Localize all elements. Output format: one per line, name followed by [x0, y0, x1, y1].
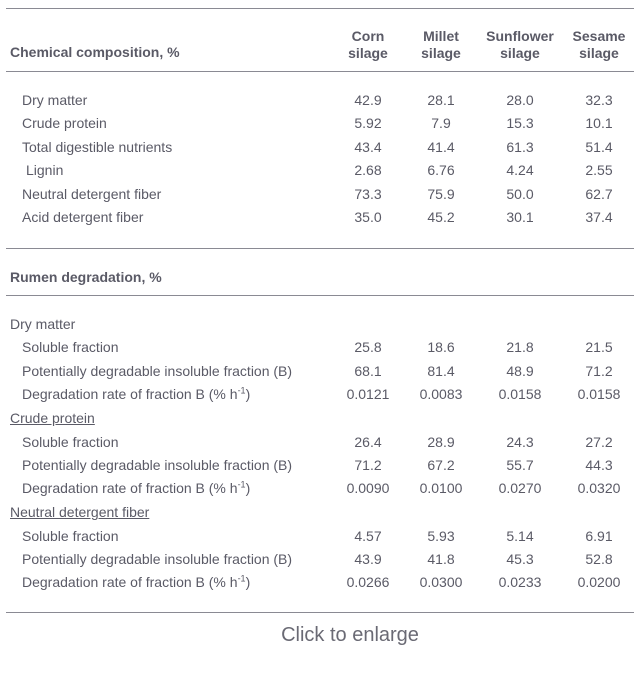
row-label	[22, 433, 119, 451]
table-cell: 50.0	[506, 185, 534, 202]
table-cell: 43.9	[354, 551, 382, 567]
table-cell: 21.5	[585, 339, 613, 356]
table-cell: 41.8	[427, 551, 455, 567]
table-cell: 48.9	[506, 362, 534, 379]
table-cell: 61.3	[506, 138, 534, 155]
row-label	[22, 479, 250, 497]
group-label: Crude protein	[10, 410, 95, 427]
table-cell: 71.2	[585, 362, 613, 379]
table-cell: 5.92	[354, 115, 382, 132]
table-cell: 42.9	[354, 92, 382, 108]
table-cell: 0.0233	[498, 574, 542, 591]
column-header-line1: Sesame	[572, 28, 626, 44]
table-cell: 15.3	[506, 115, 534, 132]
column-header-line1: Millet	[423, 28, 459, 44]
table-cell: 71.2	[354, 456, 382, 473]
row-label-text: Soluble fraction	[22, 527, 119, 544]
table-cell: 28.0	[506, 92, 534, 108]
table-cell: 45.3	[506, 551, 534, 567]
table-cell: 45.2	[427, 209, 455, 225]
rumen-section-title: Rumen degradation, %	[10, 269, 162, 285]
table-cell: 51.4	[585, 138, 613, 155]
table-cell: 73.3	[354, 185, 382, 202]
row-label	[22, 208, 143, 226]
table-cell: 10.1	[585, 115, 613, 132]
table-cell: 75.9	[427, 185, 455, 202]
rumen-header-rule	[6, 295, 634, 296]
table-cell: 43.4	[354, 138, 382, 155]
table-cell: 0.0158	[577, 386, 621, 403]
table-cell: 0.0100	[419, 480, 463, 497]
chemical-section-title: Chemical composition, %	[10, 44, 180, 60]
table-cell: 52.8	[585, 551, 613, 567]
click-to-enlarge-link[interactable]: Click to enlarge	[281, 624, 419, 646]
table-cell: 0.0083	[419, 386, 463, 403]
table-cell: 35.0	[354, 209, 382, 225]
table-cell: 0.0158	[498, 386, 542, 403]
table-cell: 30.1	[506, 209, 534, 225]
table-cell: 18.6	[427, 339, 455, 356]
row-label	[22, 527, 119, 545]
table-cell: 67.2	[427, 456, 455, 473]
table-cell: 2.55	[585, 162, 613, 179]
unit-superscript: -1	[237, 479, 246, 490]
section-rule	[6, 248, 634, 249]
table-cell: 24.3	[506, 433, 534, 450]
column-header-millet	[406, 28, 476, 62]
row-label-text: Neutral detergent fiber	[22, 185, 162, 202]
table-cell: 5.93	[427, 527, 455, 544]
column-header-line1: Corn	[351, 28, 385, 44]
top-rule	[6, 8, 634, 9]
table-cell: 32.3	[585, 92, 613, 108]
table-cell: 25.8	[354, 339, 382, 356]
group-label: Neutral detergent fiber	[10, 504, 150, 521]
column-header-sunflower	[480, 28, 560, 62]
table-cell: 41.4	[427, 138, 455, 155]
table-cell: 28.9	[427, 433, 455, 450]
row-label-text: Soluble fraction	[22, 433, 119, 450]
table-cell: 4.57	[354, 527, 382, 544]
table-cell: 2.68	[354, 162, 382, 179]
bottom-rule	[6, 612, 634, 613]
table-cell: 0.0320	[577, 480, 621, 497]
table-cell: 26.4	[354, 433, 382, 450]
row-label-text: Total digestible nutrients	[22, 138, 173, 155]
row-label-text: Dry matter	[22, 92, 88, 108]
table-cell: 6.91	[585, 527, 613, 544]
table-cell: 55.7	[506, 456, 534, 473]
row-label	[22, 362, 292, 380]
column-header-line2: silage	[579, 45, 619, 61]
row-label	[26, 161, 63, 179]
row-label	[22, 550, 292, 568]
table-cell: 28.1	[427, 92, 455, 108]
row-label-close: )	[245, 386, 251, 403]
row-label	[22, 385, 250, 403]
header-rule	[6, 71, 634, 72]
row-label-text: Potentially degradable insoluble fraction (B)	[22, 362, 293, 379]
row-label-close: )	[245, 480, 251, 497]
table-cell: 21.8	[506, 339, 534, 356]
table-cell: 7.9	[431, 115, 451, 132]
column-header-line1: Sunflower	[486, 28, 554, 44]
table-cell: 4.24	[506, 162, 534, 179]
row-label-text: Degradation rate of fraction B (% h	[22, 480, 238, 497]
column-header-line2: silage	[348, 45, 388, 61]
table-cell: 37.4	[585, 209, 613, 225]
row-label-text: Degradation rate of fraction B (% h	[22, 386, 238, 403]
table-cell: 0.0270	[498, 480, 542, 497]
unit-superscript: -1	[237, 573, 246, 584]
row-label	[22, 456, 292, 474]
row-label	[22, 91, 87, 109]
table-cell: 0.0300	[419, 574, 463, 591]
table-cell: 0.0266	[346, 574, 390, 591]
row-label-text: Soluble fraction	[22, 339, 119, 356]
table-cell: 44.3	[585, 456, 613, 473]
row-label	[22, 114, 107, 132]
row-label	[22, 338, 119, 356]
table-cell: 62.7	[585, 185, 613, 202]
column-header-sesame	[564, 28, 634, 62]
column-header-line2: silage	[421, 45, 461, 61]
table-cell: 6.76	[427, 162, 455, 179]
row-label-text: Acid detergent fiber	[22, 209, 144, 225]
row-label	[22, 573, 250, 591]
table-cell: 27.2	[585, 433, 613, 450]
unit-superscript: -1	[237, 385, 246, 396]
row-label-text: Potentially degradable insoluble fraction (B)	[22, 551, 293, 567]
table-cell: 0.0121	[346, 386, 390, 403]
row-label-text: Lignin	[26, 162, 64, 179]
row-label-text: Potentially degradable insoluble fraction (B)	[22, 456, 293, 473]
row-label-text: Crude protein	[22, 115, 107, 132]
table-cell: 68.1	[354, 362, 382, 379]
row-label	[22, 185, 161, 203]
table-cell: 0.0090	[346, 480, 390, 497]
table-cell: 5.14	[506, 527, 534, 544]
row-label-close: )	[245, 574, 251, 591]
row-label	[22, 138, 172, 156]
column-header-corn	[333, 28, 403, 62]
column-header-line2: silage	[500, 45, 540, 61]
group-label: Dry matter	[10, 316, 76, 332]
table-cell: 0.0200	[577, 574, 621, 591]
row-label-text: Degradation rate of fraction B (% h	[22, 574, 238, 591]
table-cell: 81.4	[427, 362, 455, 379]
